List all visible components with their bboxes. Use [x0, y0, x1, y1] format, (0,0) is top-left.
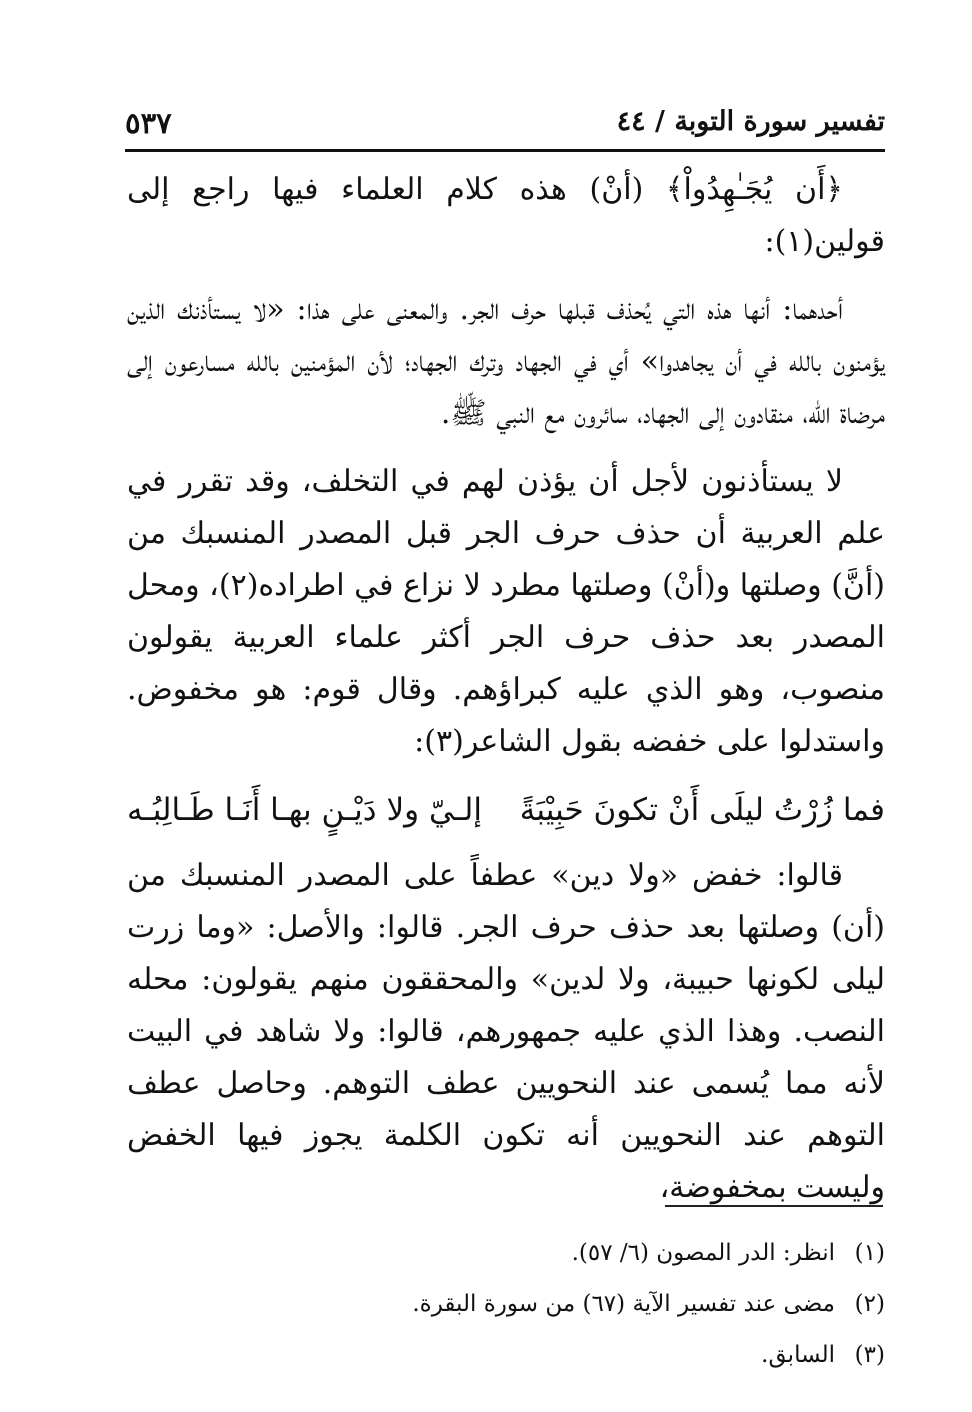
footnote-divider	[665, 1205, 883, 1207]
footnote-text: مضى عند تفسير الآية (٦٧) من سورة البقرة.	[412, 1291, 835, 1317]
paragraph-grammar-discussion: لا يستأذنون لأجل أن يؤذن لهم في التخلف، وقد تقرر في علم العربية أن حذف حرف الجر قبل المصدر المنسبك من (أنَّ) وصلتها و(أنْ) وصلتها مطرد لا نزاع في اطراده(٢)، ومحل المصدر بعد حذف حرف الجر أكثر علماء العربية يقولون منصوب، وهو الذي عليه كبراؤهم. وقال قوم: هو مخفوض. واستدلوا على خفضه بقول الشاعر(٣):	[127, 464, 885, 759]
footnote-3	[127, 1330, 885, 1381]
header-title: تفسير سورة التوبة / ٤٤	[616, 106, 885, 137]
poetry-verse	[127, 784, 885, 836]
paragraph-intro: ﴿أَن يُجَـٰهِدُواْ﴾ (أنْ) هذه كلام العلماء فيها راجع إلى قولين(١):	[127, 172, 885, 259]
page-number: ٥٣٧	[125, 106, 172, 140]
footnote-2	[127, 1279, 885, 1330]
verse-first-hemistich: فما زُرْتُ ليلَى أَنْ تكونَ حَبِيْبَةً	[519, 792, 885, 828]
footnote-text: انظر: الدر المصون (٦/ ٥٧).	[571, 1240, 835, 1266]
footnote-text: السابق.	[761, 1342, 835, 1368]
paragraph-closing: قالوا: خفض «ولا دين» عطفاً على المصدر المنسبك من (أن) وصلتها بعد حذف حرف الجر. قالوا: والأصل: «وما زرت ليلى لكونها حبيبة، ولا لدين» والمحققون منهم يقولون: محله النصب. وهذا الذي عليه جمهورهم، قالوا: ولا شاهد في البيت لأنه مما يُسمى عند النحويين عطف التوهم. وحاصل عطف التوهم عند النحويين أنه تكون الكلمة يجوز فيها الخفض وليست بمخفوضة،	[127, 858, 885, 1205]
running-header	[125, 98, 885, 152]
paragraph-first-opinion: أحدهما: أنها هذه التي يُحذف قبلها حرف الجر. والمعنى على هذا: «لا يستأذنك الذين يؤمنون بالله في أن يجاهدوا» أي في الجهاد وترك الجهاد؛ لأن المؤمنين بالله مسارعون إلى مرضاة الله، منقادون إلى الجهاد، سائرون مع النبي ﷺ.	[127, 292, 885, 431]
footnote-marker: (٣)	[854, 1342, 885, 1368]
verse-second-hemistich: إلـيّ ولا دَيْـنٍ بهـا أَنَـا طَـالِبُـه	[127, 792, 482, 828]
main-text	[127, 164, 885, 1230]
footnotes	[127, 1228, 885, 1381]
footnote-marker: (٢)	[854, 1291, 885, 1317]
footnote-1	[127, 1228, 885, 1279]
footnote-marker: (١)	[854, 1240, 885, 1266]
